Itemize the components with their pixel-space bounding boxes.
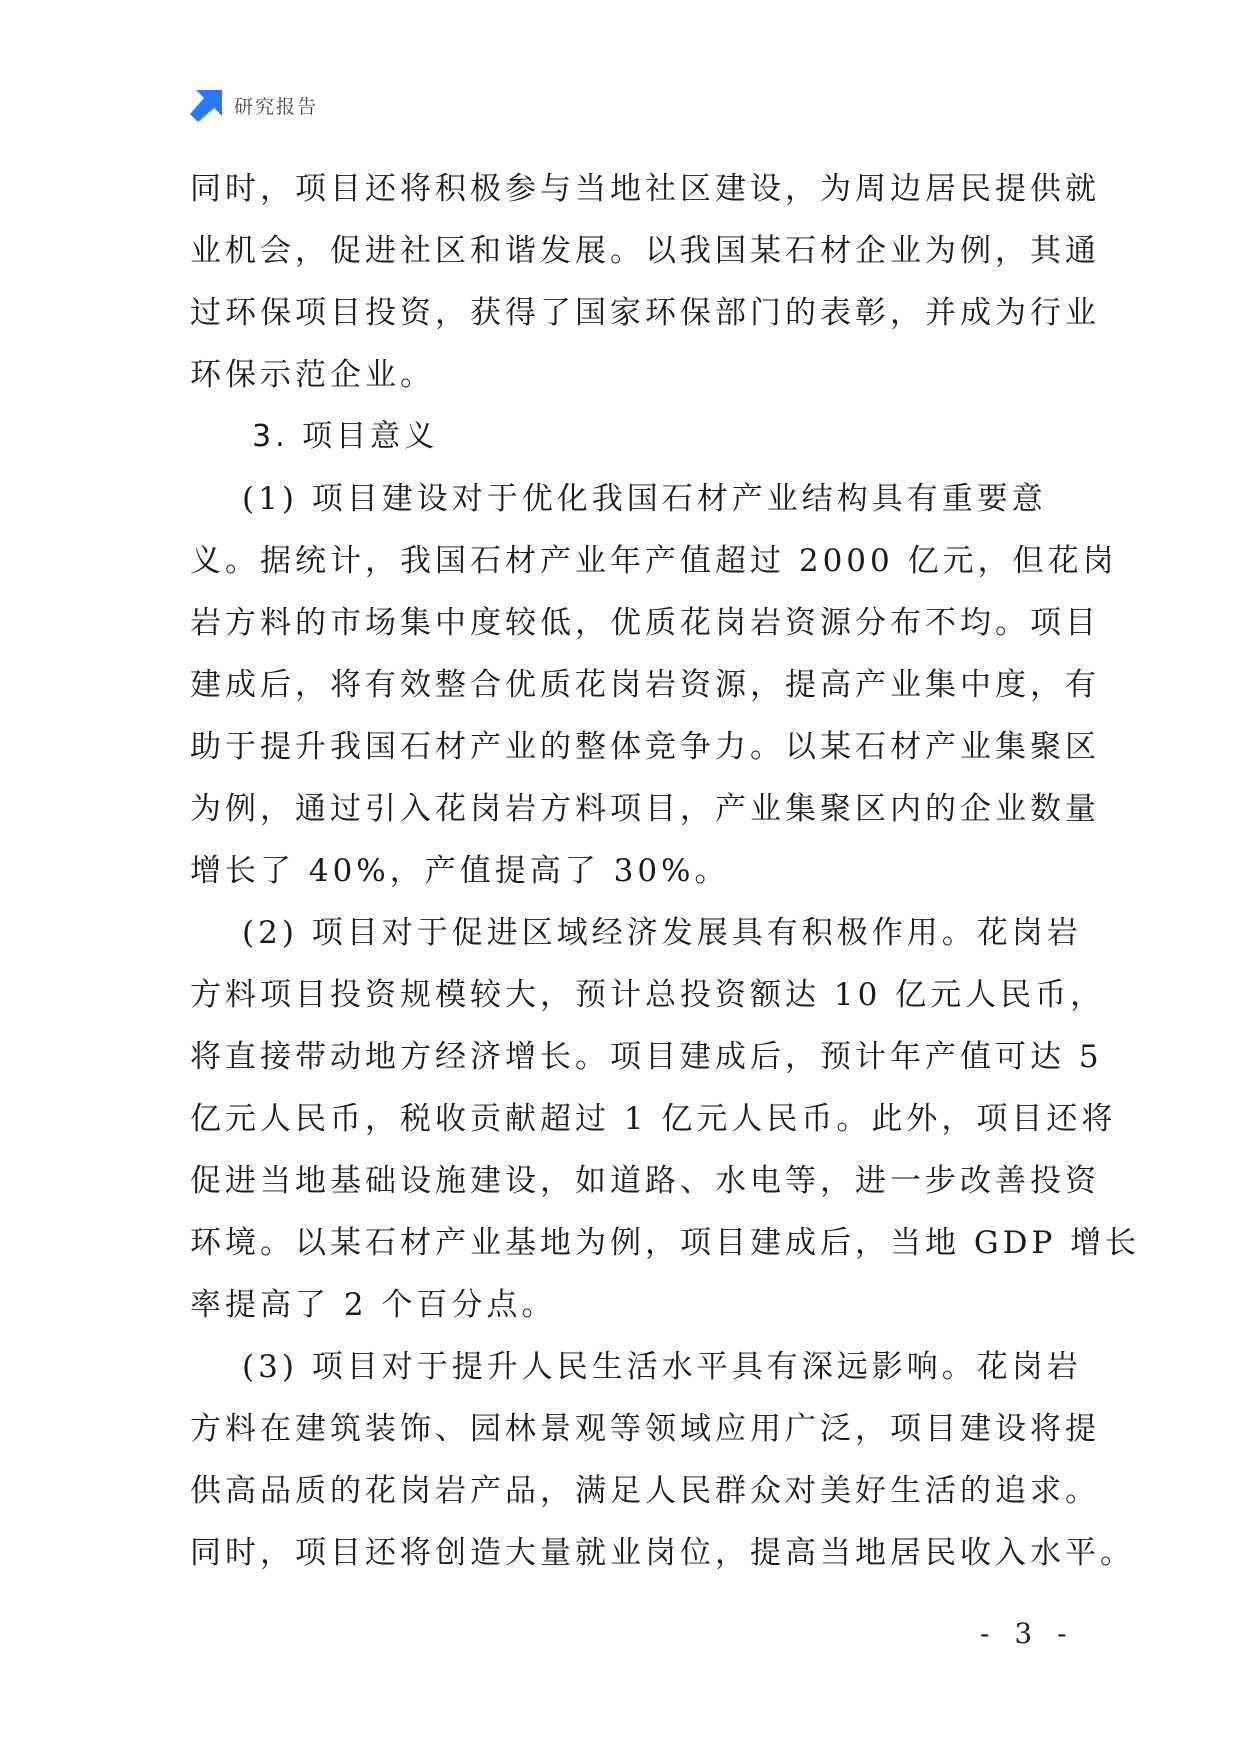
page-number: - 3 -	[980, 1617, 1075, 1650]
text-line: 义。据统计，我国石材产业年产值超过 2000 亿元，但花岗	[190, 543, 1118, 579]
text-line: 同时，项目还将积极参与当地社区建设，为周边居民提供就	[190, 171, 1100, 207]
paragraph-1-first-line: (1) 项目建设对于优化我国石材产业结构具有重要意	[242, 481, 1047, 517]
text-line: 环保示范企业。	[190, 357, 435, 393]
document-body	[190, 158, 1141, 1584]
text-line: 方料在建筑装饰、园林景观等领域应用广泛，项目建设将提	[190, 1411, 1100, 1447]
report-header	[190, 88, 318, 122]
text-line: 过环保项目投资，获得了国家环保部门的表彰，并成为行业	[190, 295, 1100, 331]
paragraph-3-first-line: (3) 项目对于提升人民生活水平具有深远影响。花岗岩	[242, 1349, 1082, 1385]
section-heading: 3. 项目意义	[252, 419, 439, 454]
text-line: 供高品质的花岗岩产品，满足人民群众对美好生活的追求。	[190, 1473, 1100, 1509]
text-line: 促进当地基础设施建设，如道路、水电等，进一步改善投资	[190, 1163, 1100, 1199]
text-line: 率提高了 2 个百分点。	[190, 1287, 557, 1323]
text-line: 环境。以某石材产业基地为例，项目建成后，当地 GDP 增长	[190, 1225, 1141, 1261]
text-line: 将直接带动地方经济增长。项目建成后，预计年产值可达 5	[190, 1039, 1103, 1075]
text-line: 为例，通过引入花岗岩方料项目，产业集聚区内的企业数量	[190, 791, 1100, 827]
paragraph-2-first-line: (2) 项目对于促进区域经济发展具有积极作用。花岗岩	[242, 915, 1082, 951]
text-line: 亿元人民币，税收贡献超过 1 亿元人民币。此外，项目还将	[190, 1101, 1117, 1137]
text-line: 业机会，促进社区和谐发展。以我国某石材企业为例，其通	[190, 233, 1100, 269]
header-title: 研究报告	[234, 95, 319, 118]
arrow-up-right-icon	[190, 88, 224, 122]
text-line: 增长了 40%，产值提高了 30%。	[190, 853, 730, 889]
text-line: 岩方料的市场集中度较低，优质花岗岩资源分布不均。项目	[190, 605, 1100, 641]
text-line: 方料项目投资规模较大，预计总投资额达 10 亿元人民币，	[190, 977, 1106, 1013]
text-line: 建成后，将有效整合优质花岗岩资源，提高产业集中度，有	[190, 667, 1100, 703]
text-line: 助于提升我国石材产业的整体竞争力。以某石材产业集聚区	[190, 729, 1100, 765]
text-line: 同时，项目还将创造大量就业岗位，提高当地居民收入水平。	[190, 1535, 1135, 1571]
